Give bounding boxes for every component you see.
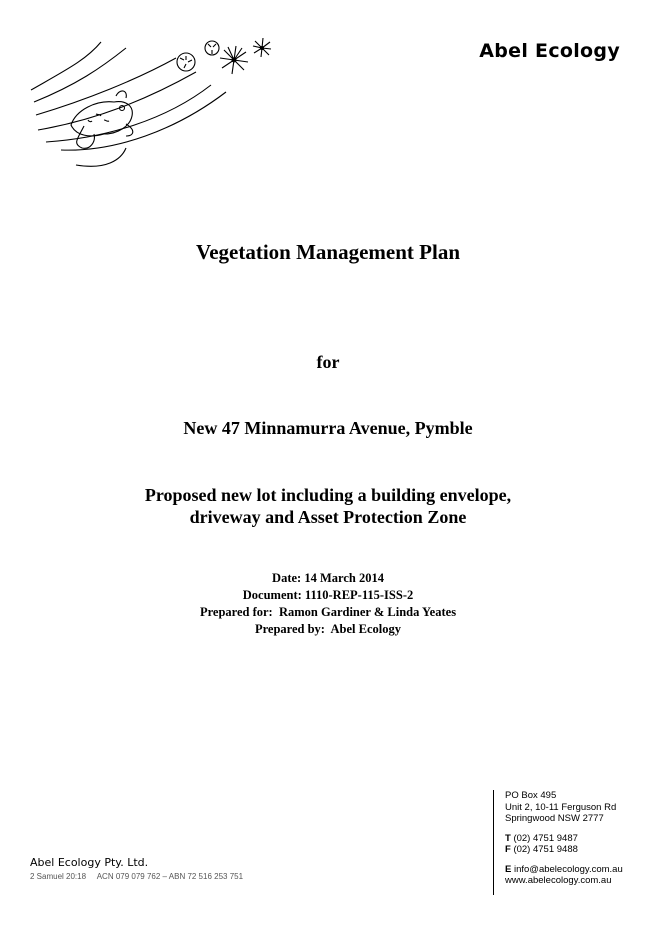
document-subtitle bbox=[0, 484, 656, 528]
footer-divider bbox=[493, 790, 494, 895]
street-address-line: Unit 2, 10-11 Ferguson Rd bbox=[505, 801, 617, 813]
company-legal-info: 2 Samuel 20:18 ACN 079 079 762 – ABN 72 516 253 751 bbox=[30, 872, 244, 881]
document-title: Vegetation Management Plan bbox=[195, 240, 461, 264]
phone-number: (02) 4751 9487 bbox=[510, 832, 578, 844]
website-link: www.abelecology.com.au bbox=[505, 875, 612, 886]
prepared-by-line: Prepared by: Abel Ecology bbox=[254, 622, 402, 636]
postal-address-line: PO Box 495 bbox=[505, 790, 557, 801]
fax-line bbox=[505, 844, 623, 856]
brand-name: Abel Ecology bbox=[479, 40, 620, 62]
company-name: Abel Ecology Pty. Ltd. bbox=[30, 856, 149, 869]
date-line: Date: 14 March 2014 bbox=[272, 571, 384, 585]
document-metadata bbox=[0, 570, 656, 638]
email-line bbox=[505, 864, 623, 876]
document-number-line: Document: 1110-REP-115-ISS-2 bbox=[242, 588, 414, 602]
phone-line bbox=[505, 833, 623, 845]
footer-contact-block bbox=[505, 790, 623, 887]
prepared-for-line: Prepared for: Ramon Gardiner & Linda Yeates bbox=[199, 605, 457, 619]
email-address: info@abelecology.com.au bbox=[511, 863, 623, 875]
subtitle-line: driveway and Asset Protection Zone bbox=[189, 507, 467, 527]
fax-label: F bbox=[505, 844, 511, 855]
email-label: E bbox=[505, 863, 512, 875]
fax-number: (02) 4751 9488 bbox=[510, 844, 578, 855]
subtitle-line: Proposed new lot including a building envelope, bbox=[144, 485, 512, 505]
suburb-line: Springwood NSW 2777 bbox=[505, 813, 604, 824]
for-label: for bbox=[316, 352, 340, 372]
site-address: New 47 Minnamurra Avenue, Pymble bbox=[183, 418, 473, 438]
footer-company-block bbox=[30, 856, 243, 881]
phone-label: T bbox=[505, 832, 511, 844]
frog-logo-icon bbox=[26, 30, 276, 180]
